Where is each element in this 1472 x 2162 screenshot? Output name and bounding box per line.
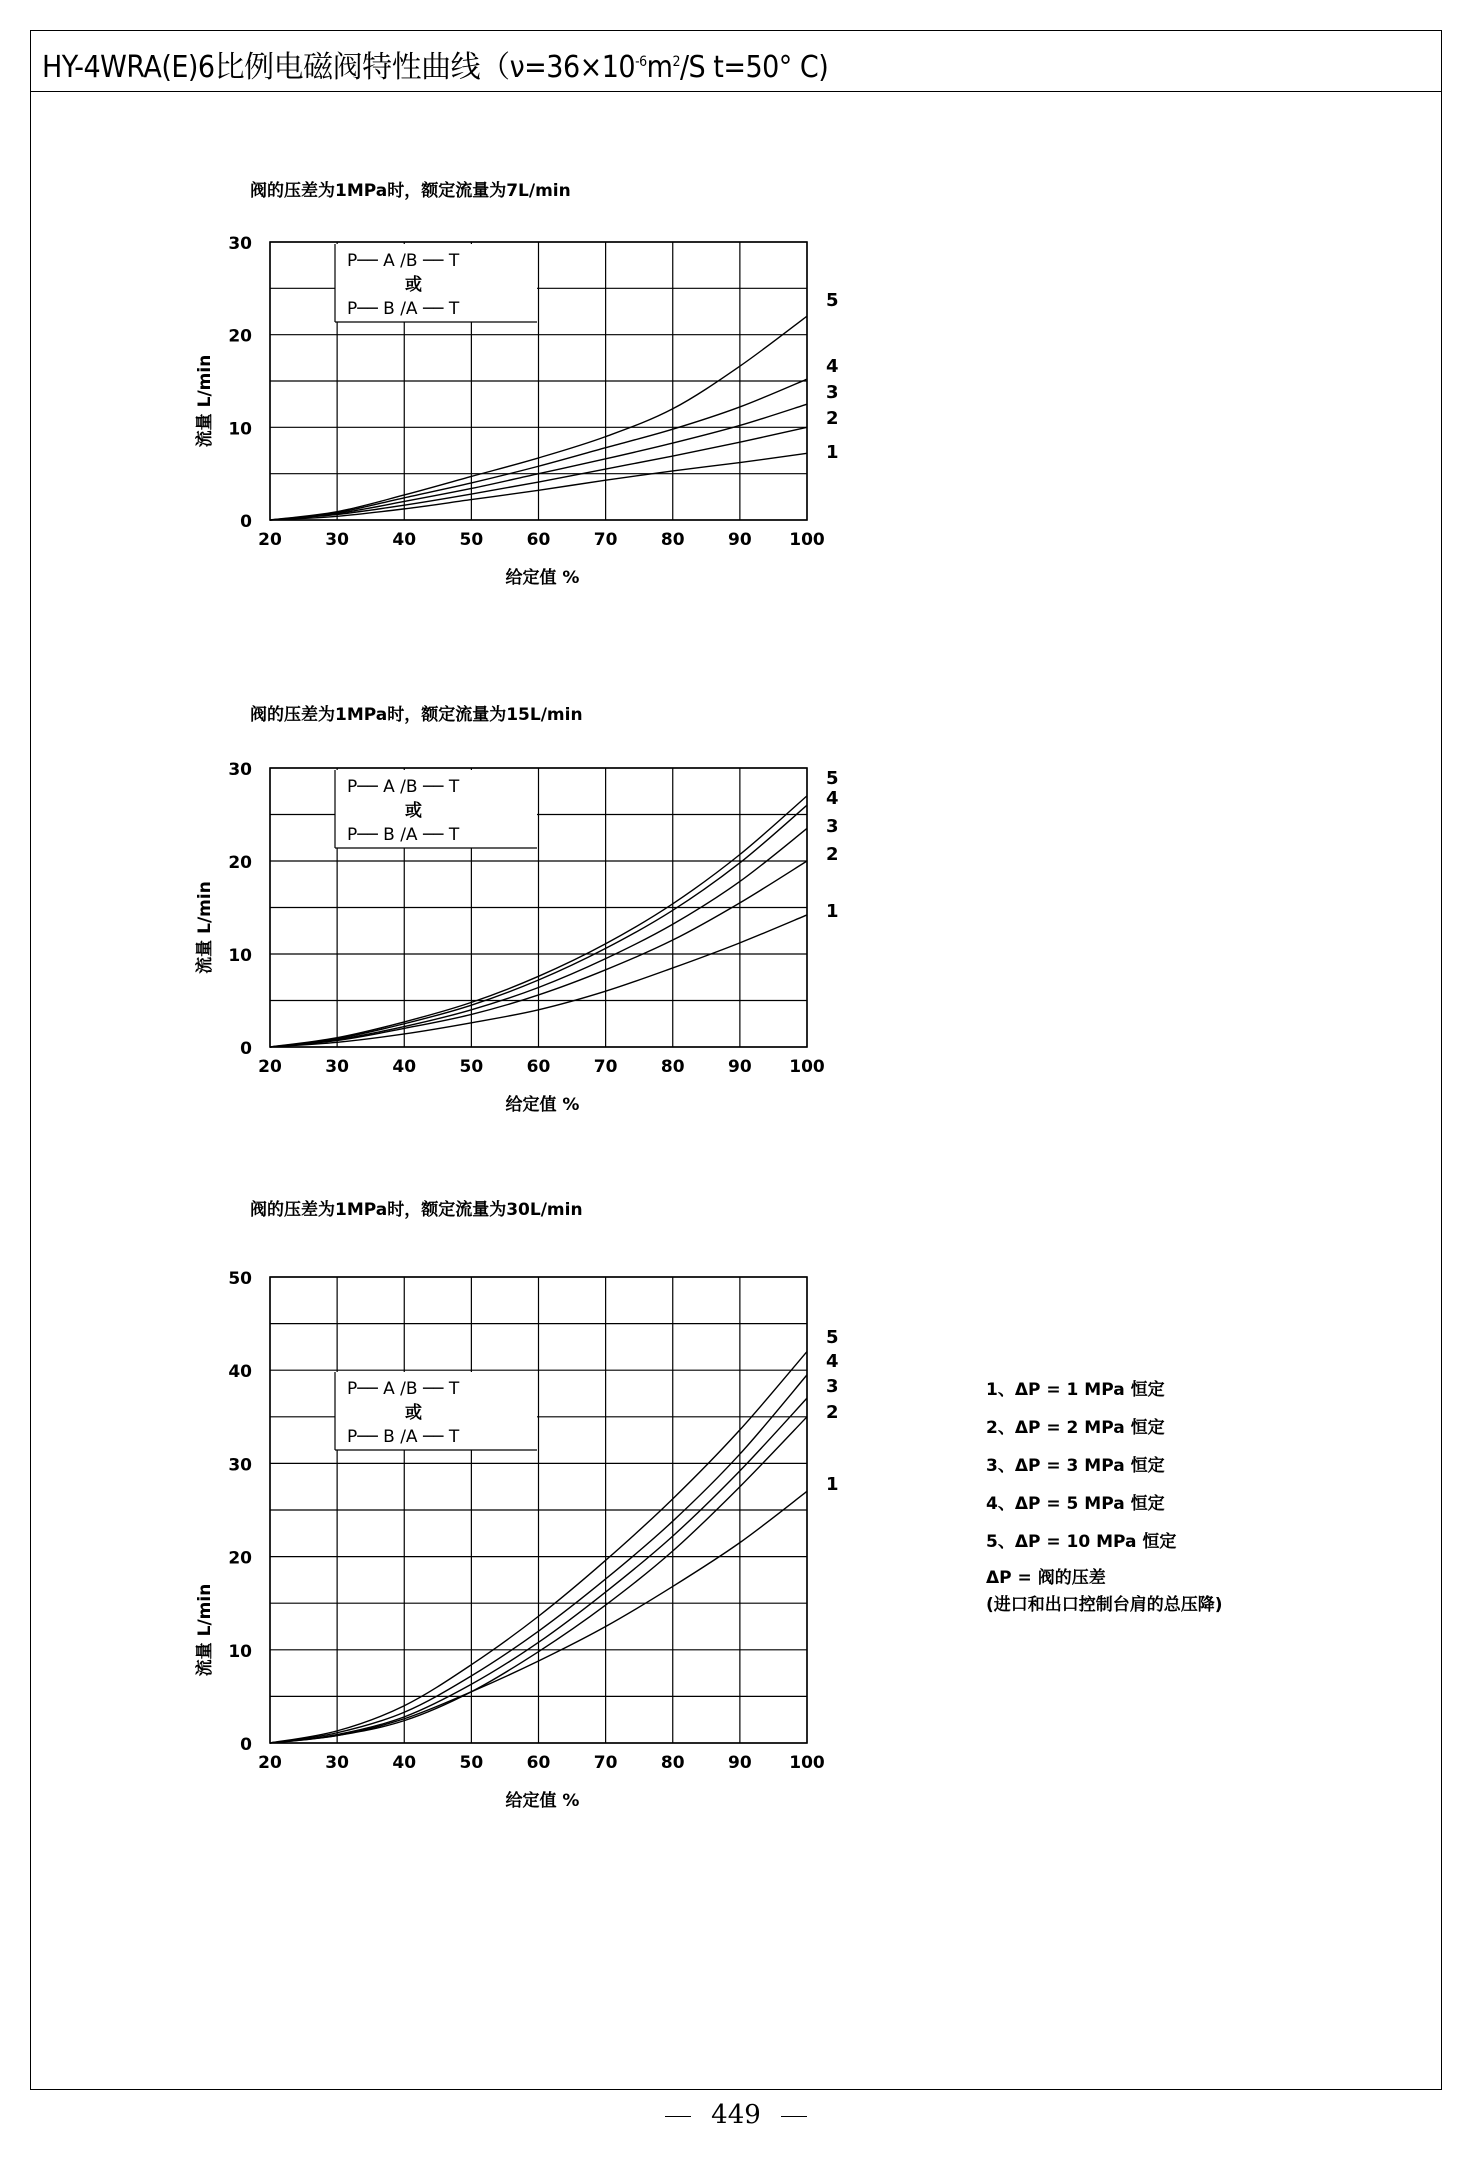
legend-definition: ΔP = 阀的压差 bbox=[986, 1568, 1106, 1588]
y-tick-label: 30 bbox=[228, 1455, 252, 1476]
y-axis-label: 流量 L/min bbox=[195, 1583, 215, 1677]
y-tick-label: 0 bbox=[240, 1039, 252, 1059]
x-tick-label: 80 bbox=[660, 1057, 685, 1077]
legend-note-item: 3、ΔP = 3 MPa 恒定 bbox=[986, 1456, 1165, 1476]
x-tick-label: 80 bbox=[660, 1753, 685, 1773]
x-tick-label: 70 bbox=[593, 1753, 618, 1773]
title-exponent: -6 bbox=[635, 54, 647, 70]
legend-note-item: 1、ΔP = 1 MPa 恒定 bbox=[986, 1380, 1165, 1400]
y-tick-label: 10 bbox=[228, 419, 252, 440]
flow-path-label: P── A /B ── T bbox=[347, 777, 460, 797]
x-tick-label: 20 bbox=[258, 530, 282, 550]
series-label-1: 1 bbox=[826, 901, 839, 922]
series-label-4: 4 bbox=[826, 356, 839, 377]
y-tick-label: 20 bbox=[228, 1548, 252, 1569]
series-label-5: 5 bbox=[826, 1327, 839, 1348]
legend-notes bbox=[986, 1371, 1223, 1615]
x-tick-label: 50 bbox=[459, 530, 484, 550]
x-tick-label: 20 bbox=[258, 1057, 282, 1077]
x-tick-label: 100 bbox=[789, 1753, 825, 1773]
y-tick-label: 0 bbox=[240, 512, 252, 532]
y-axis-label: 流量 L/min bbox=[195, 881, 215, 974]
y-tick-label: 30 bbox=[228, 234, 252, 254]
x-axis-label: 给定值 % bbox=[505, 1791, 580, 1811]
x-tick-label: 100 bbox=[789, 1057, 825, 1077]
title-prefix: HY-4WRA(E)6比例电磁阀特性曲线（ν=36×10 bbox=[42, 50, 636, 85]
x-tick-label: 30 bbox=[325, 1753, 349, 1773]
series-label-2: 2 bbox=[826, 844, 839, 865]
flow-or-label: 或 bbox=[405, 275, 422, 295]
legend-note-item: 4、ΔP = 5 MPa 恒定 bbox=[986, 1494, 1165, 1514]
x-tick-label: 30 bbox=[325, 1057, 349, 1077]
flow-or-label: 或 bbox=[405, 1403, 422, 1423]
y-tick-label: 10 bbox=[228, 1641, 252, 1662]
x-tick-label: 50 bbox=[459, 1057, 484, 1077]
x-tick-label: 60 bbox=[526, 1753, 551, 1773]
x-tick-label: 90 bbox=[728, 530, 752, 550]
title-unit-exponent: 2 bbox=[672, 54, 680, 70]
x-tick-label: 60 bbox=[526, 530, 551, 550]
series-label-1: 1 bbox=[826, 442, 839, 463]
chart-2 bbox=[194, 704, 839, 1115]
page-number-text: 449 bbox=[711, 2100, 761, 2130]
series-label-2: 2 bbox=[826, 1402, 839, 1423]
y-tick-label: 20 bbox=[228, 853, 252, 873]
flow-or-label: 或 bbox=[405, 801, 422, 821]
x-tick-label: 60 bbox=[526, 1057, 551, 1077]
x-tick-label: 100 bbox=[789, 530, 825, 550]
y-tick-label: 40 bbox=[228, 1362, 252, 1383]
x-axis-label: 给定值 % bbox=[505, 568, 580, 588]
x-tick-label: 80 bbox=[660, 530, 685, 550]
series-label-5: 5 bbox=[826, 768, 839, 789]
chart-3 bbox=[194, 1199, 839, 1811]
flow-path-label: P── B /A ── T bbox=[347, 299, 460, 319]
legend-note-item: 2、ΔP = 2 MPa 恒定 bbox=[986, 1418, 1165, 1438]
page-number-dash-right bbox=[781, 2116, 807, 2117]
x-tick-label: 70 bbox=[593, 1057, 618, 1077]
series-label-4: 4 bbox=[826, 788, 839, 809]
x-tick-label: 40 bbox=[392, 1057, 417, 1077]
page-number bbox=[0, 2100, 1472, 2130]
flow-path-label: P── B /A ── T bbox=[347, 825, 460, 845]
page-number-dash-left bbox=[665, 2116, 691, 2117]
x-tick-label: 40 bbox=[392, 1753, 417, 1773]
series-label-3: 3 bbox=[826, 1376, 839, 1397]
x-tick-label: 90 bbox=[728, 1057, 752, 1077]
legend-note-item: 5、ΔP = 10 MPa 恒定 bbox=[986, 1532, 1177, 1552]
x-tick-label: 90 bbox=[728, 1753, 752, 1773]
x-tick-label: 70 bbox=[593, 530, 618, 550]
y-tick-label: 50 bbox=[228, 1269, 252, 1289]
y-tick-label: 10 bbox=[228, 946, 252, 966]
x-tick-label: 50 bbox=[459, 1753, 484, 1773]
x-tick-label: 20 bbox=[258, 1753, 282, 1773]
series-label-4: 4 bbox=[826, 1351, 839, 1372]
x-tick-label: 30 bbox=[325, 530, 349, 550]
chart-title: 阀的压差为1MPa时，额定流量为30L/min bbox=[250, 1200, 583, 1220]
series-label-1: 1 bbox=[826, 1474, 839, 1495]
series-label-3: 3 bbox=[826, 382, 839, 403]
x-tick-label: 40 bbox=[392, 530, 417, 550]
flow-path-label: P── A /B ── T bbox=[347, 251, 460, 271]
title-unit: m bbox=[646, 50, 673, 85]
y-tick-label: 30 bbox=[228, 760, 252, 780]
flow-path-label: P── B /A ── T bbox=[347, 1427, 460, 1447]
y-tick-label: 0 bbox=[240, 1735, 252, 1755]
title-suffix: /S t=50° C) bbox=[679, 50, 829, 85]
series-label-3: 3 bbox=[826, 816, 839, 837]
flow-path-label: P── A /B ── T bbox=[347, 1379, 460, 1399]
y-tick-label: 20 bbox=[228, 326, 252, 347]
series-label-2: 2 bbox=[826, 408, 839, 429]
chart-title: 阀的压差为1MPa时，额定流量为15L/min bbox=[250, 705, 583, 725]
chart-title: 阀的压差为1MPa时，额定流量为7L/min bbox=[250, 181, 571, 201]
y-axis-label: 流量 L/min bbox=[195, 354, 215, 448]
chart-1 bbox=[194, 180, 839, 588]
x-axis-label: 给定值 % bbox=[505, 1095, 580, 1115]
series-label-5: 5 bbox=[826, 290, 839, 311]
legend-definition-detail: (进口和出口控制台肩的总压降) bbox=[986, 1595, 1223, 1615]
